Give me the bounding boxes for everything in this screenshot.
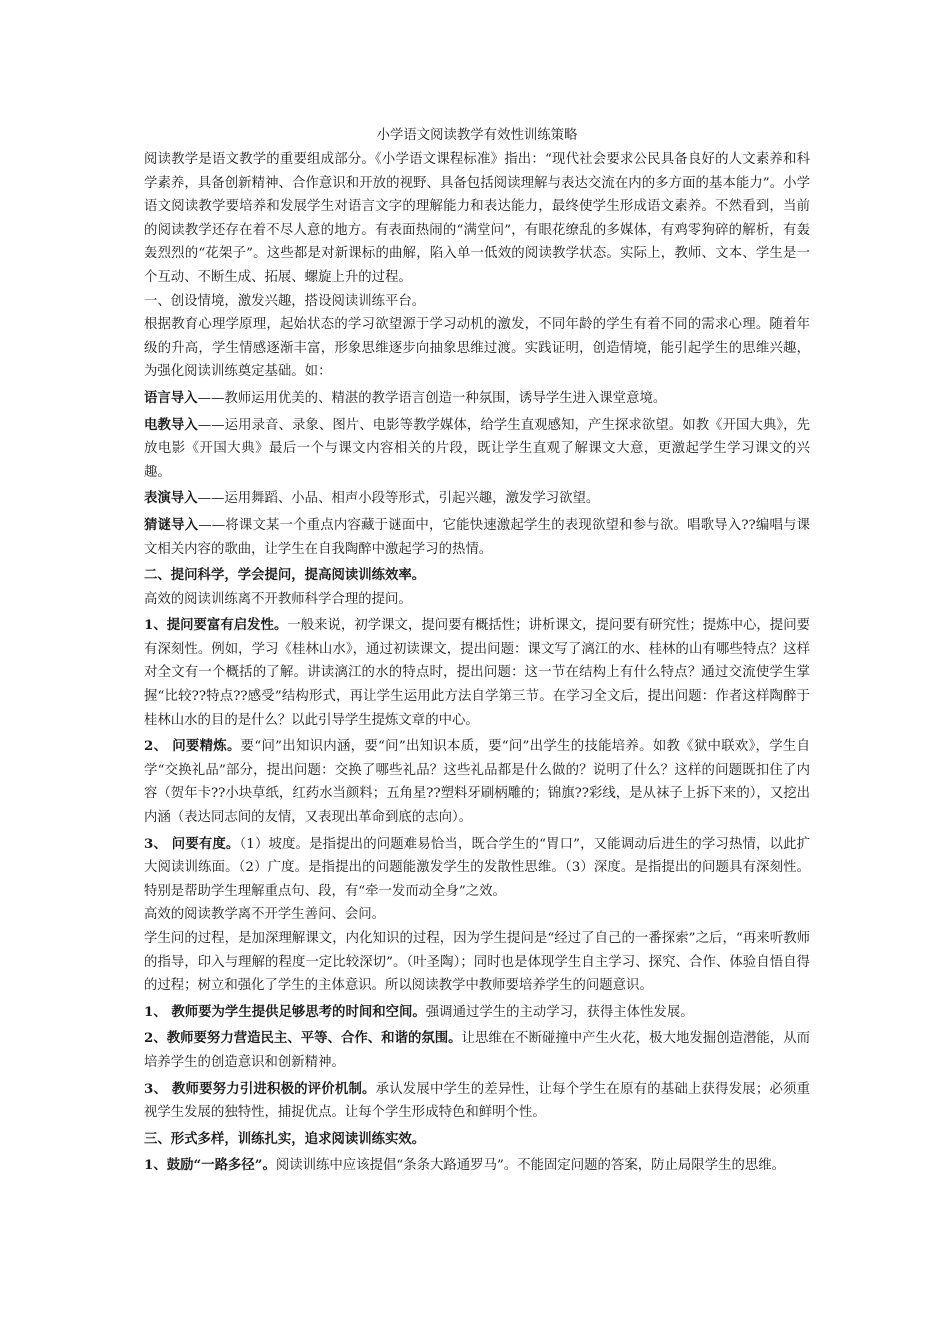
paragraph-text: ——教师运用优美的、精湛的教学语言创造一种氛围，诱导学生进入课堂意境。 xyxy=(197,390,667,406)
paragraph-lead: 2、教师要努力营造民主、平等、合作、和谐的氛围。 xyxy=(144,1030,462,1047)
paragraph-text: 强调通过学生的主动学习，获得主体性发展。 xyxy=(425,1004,694,1020)
paragraph xyxy=(144,1154,810,1178)
paragraph-text: （1）坡度。是指提出的问题难易恰当，既合学生的“胃口”，又能调动后进生的学习热情，以此扩大阅读训练面。（2）广度。是指提出的问题能激发学生的发散性思维。（3）深度。是指提出的问题具有深刻性。特别是帮助学生理解重点句、段，有“牵一发而动全身”之效。 xyxy=(144,836,810,899)
document-body xyxy=(144,148,810,1178)
paragraph xyxy=(144,313,810,384)
paragraph-lead: 表演导入 xyxy=(144,490,198,507)
paragraph-text: 阅读训练中应该提倡“条条大路通罗马”。不能固定问题的答案，防止局限学生的思维。 xyxy=(275,1158,786,1174)
paragraph-text: ——运用舞蹈、小品、相声小段等形式，引起兴趣，激发学习欲望。 xyxy=(197,491,600,507)
paragraph-text: 一、创设情境，激发兴趣，搭设阅读训练平台。 xyxy=(144,293,426,309)
paragraph-lead: 1、 教师要为学生提供足够思考的时间和空间。 xyxy=(144,1003,426,1020)
paragraph-text: 高效的阅读训练离不开教师科学合理的提问。 xyxy=(144,591,412,607)
paragraph-lead: 语言导入 xyxy=(144,389,198,406)
paragraph xyxy=(144,833,810,904)
paragraph xyxy=(144,290,810,314)
paragraph xyxy=(144,414,810,485)
paragraph xyxy=(144,564,810,588)
paragraph-text: ——运用录音、录象、图片、电影等教学媒体，给学生直观感知，产生探求欲望。如教《开国大典》，先放电影《开国大典》最后一个与课文内容相关的片段，既让学生直观了解课文大意，更激起学生学习课文的兴趣。 xyxy=(144,417,811,480)
paragraph xyxy=(144,1078,810,1125)
paragraph xyxy=(144,148,810,290)
paragraph-lead: 电教导入 xyxy=(144,416,198,433)
paragraph-text: 一般来说，初学课文，提问要有概括性；讲析课文，提问要有研究性；提炼中心，提问要有深刻性。例如，学习《桂林山水》，通过初读课文，提出问题：课文写了漓江的水、桂林的山有哪些特点？这样对全文有一个概括的了解。讲读漓江的水的特点时，提出问题：这一节在结构上有什么特点？通过交流使学生掌握“比较??特点??感受”结构形式，再让学生运用此方法自学第三节。在学习全文后，提出问题：作者这样陶醉于桂林山水的目的是什么？以此引导学生提炼文章的中心。 xyxy=(144,618,810,728)
paragraph xyxy=(144,1001,810,1025)
paragraph xyxy=(144,487,810,511)
paragraph-text: 高效的阅读教学离不开学生善问、会问。 xyxy=(144,907,386,923)
paragraph-text: 要“问”出知识内涵，要“问”出知识本质，要“问”出学生的技能培养。如教《狱中联欢》，学生自学“交换礼品”部分，提出问题：交换了哪些礼品？这些礼品都是什么做的？说明了什么？这样的问题既扣住了内容（贺年卡??小块草纸，红药水当颜料；五角星??塑料牙刷柄雕的；锦旗??彩线，是从袜子上拆下来的），又挖出内涵（表达同志间的友情，又表现出革命到底的志向）。 xyxy=(144,739,810,826)
paragraph-lead: 3、 教师要努力引进积极的评价机制。 xyxy=(144,1080,376,1097)
paragraph-lead: 三、形式多样，训练扎实，追求阅读训练实效。 xyxy=(144,1130,426,1147)
paragraph xyxy=(144,588,810,612)
paragraph-text: 阅读教学是语文教学的重要组成部分。《小学语文课程标准》指出：“现代社会要求公民具备良好的人文素养和科学素养，具备创新精神、合作意识和开放的视野、具备包括阅读理解与表达交流在内的多方面的基本能力”。小学语文阅读教学要培养和发展学生对语言文字的理解能力和表达能力，最终使学生形成语文素养。不然看到，当前的阅读教学还存在着不尽人意的地方。有表面热闹的“满堂问”，有眼花缭乱的多媒体，有鸡零狗碎的解析，有轰轰烈烈的“花架子”。这些都是对新课标的曲解，陷入单一低效的阅读教学状态。实际上，教师、文本、学生是一个互动、不断生成、拓展、螺旋上升的过程。 xyxy=(144,152,810,285)
paragraph-text: ——将课文某一个重点内容藏于谜面中，它能快速激起学生的表现欲望和参与欲。唱歌导入??编唱与课文相关内容的歌曲，让学生在自我陶醉中激起学习的热情。 xyxy=(144,517,811,557)
paragraph-lead: 1、鼓励“一路多径”。 xyxy=(144,1157,276,1174)
paragraph-lead: 猜谜导入 xyxy=(144,516,199,533)
paragraph-text: 根据教育心理学原理，起始状态的学习欲望源于学习动机的激发，不同年龄的学生有着不同的需求心理。随着年级的升高，学生情感逐渐丰富，形象思维逐步向抽象思维过渡。实践证明，创造情境，能引起学生的思维兴趣，为强化阅读训练奠定基础。如： xyxy=(144,317,810,380)
document-page xyxy=(144,124,810,1178)
paragraph-lead: 1、提问要富有启发性。 xyxy=(144,617,288,634)
paragraph-lead: 二、提问科学，学会提问，提高阅读训练效率。 xyxy=(144,567,426,584)
paragraph xyxy=(144,614,810,732)
paragraph xyxy=(144,927,810,998)
paragraph-lead: 2、 问要精炼。 xyxy=(144,738,241,755)
paragraph-text: 让思维在不断碰撞中产生火花，极大地发掘创造潜能，从而培养学生的创造意识和创新精神。 xyxy=(144,1031,810,1070)
paragraph xyxy=(144,903,810,927)
paragraph-text: 学生问的过程，是加深理解课文，内化知识的过程，因为学生提问是“经过了自己的一番探索”之后，“再来听教师的指导，印入与理解的程度一定比较深切”。（叶圣陶）；同时也是体现学生自主学习、探究、合作、体验自悟自得的过程；树立和强化了学生的主体意识。所以阅读教学中教师要培养学生的问题意识。 xyxy=(144,931,810,994)
paragraph xyxy=(144,514,810,561)
paragraph xyxy=(144,735,810,829)
paragraph-text: 承认发展中学生的差异性，让每个学生在原有的基础上获得发展；必须重视学生发展的独特性，捕捉优点。让每个学生形成特色和鲜明个性。 xyxy=(144,1081,811,1121)
paragraph xyxy=(144,1128,810,1152)
paragraph xyxy=(144,1027,810,1074)
paragraph xyxy=(144,387,810,411)
document-title: 小学语文阅读教学有效性训练策略 xyxy=(376,128,578,143)
paragraph-lead: 3、 问要有度。 xyxy=(144,835,240,852)
